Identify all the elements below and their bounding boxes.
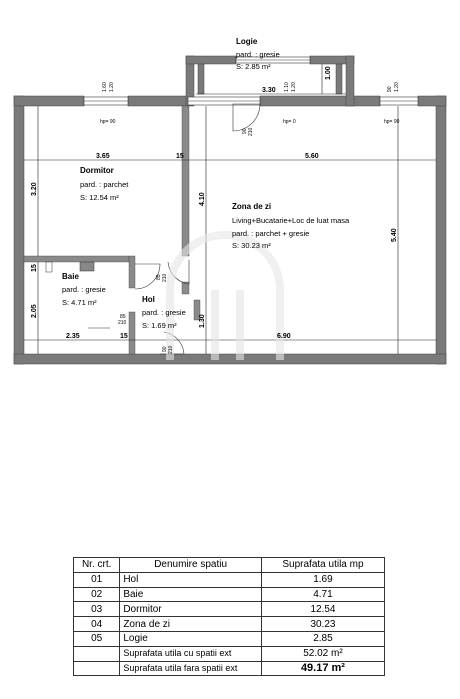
dormitor-area: S: 12.54 m² — [80, 193, 119, 202]
sill-height-3: hp= 90 — [384, 119, 400, 125]
window2-height: 1.20 — [291, 82, 297, 92]
row-nr: 02 — [74, 587, 120, 602]
door-logie-height: 210 — [248, 127, 254, 136]
row-nr: 03 — [74, 602, 120, 617]
dim-3-30: 3.30 — [262, 87, 276, 94]
table-row — [74, 587, 385, 602]
logie-title: Logie — [236, 37, 258, 46]
sum-blank — [74, 661, 120, 676]
row-area: 30.23 — [261, 617, 384, 632]
sill-height-1: hp= 90 — [100, 119, 116, 125]
dim-15-top: 15 — [176, 153, 184, 160]
zona-desc: Living+Bucatarie+Loc de luat masa — [232, 216, 350, 225]
row-name: Logie — [120, 631, 262, 646]
hol-area: S: 1.69 m² — [142, 321, 177, 330]
window3-width: 90 — [387, 86, 393, 92]
row-area: 2.85 — [261, 631, 384, 646]
window3-height: 1.20 — [394, 82, 400, 92]
row-name: Zona de zi — [120, 617, 262, 632]
dim-15-left: 15 — [31, 264, 38, 272]
dim-6-90: 6.90 — [277, 333, 291, 340]
window2-width: 1.10 — [284, 82, 290, 92]
row-nr: 01 — [74, 572, 120, 587]
toilet-fixture — [46, 262, 52, 272]
door-dormitor-width: 85 — [156, 274, 162, 280]
row-area: 4.71 — [261, 587, 384, 602]
dim-4-10: 4.10 — [199, 192, 206, 206]
dim-3-65: 3.65 — [96, 153, 110, 160]
table-row — [74, 617, 385, 632]
header-name: Denumire spatiu — [120, 558, 262, 573]
baie-floor: pard. : gresie — [62, 285, 106, 294]
baie-title: Baie — [62, 272, 79, 281]
dim-1-30: 1.30 — [199, 314, 206, 328]
sum-noext-value: 49.17 m² — [261, 661, 384, 676]
zona-area: S: 30.23 m² — [232, 241, 271, 250]
sink-fixture — [80, 262, 94, 271]
sum-ext-label: Suprafata utila cu spatii ext — [120, 646, 262, 661]
sum-ext-value: 52.02 m² — [261, 646, 384, 661]
dim-2-35: 2.35 — [66, 333, 80, 340]
door-baie-width: 85 — [120, 314, 126, 320]
table-row — [74, 631, 385, 646]
dormitor-floor: pard. : parchet — [80, 180, 129, 189]
door-hol-height: 210 — [168, 345, 174, 354]
zona-title: Zona de zi — [232, 202, 272, 211]
dimension-lines — [24, 64, 436, 354]
row-nr: 04 — [74, 617, 120, 632]
row-name: Dormitor — [120, 602, 262, 617]
table-row — [74, 602, 385, 617]
logie-area: S: 2.85 m² — [236, 62, 271, 71]
sill-height-2: hp= 0 — [283, 119, 296, 125]
window1-width: 1.60 — [102, 82, 108, 92]
sum-row-ext — [74, 646, 385, 661]
area-table — [73, 557, 385, 676]
row-name: Hol — [120, 572, 262, 587]
dormitor-title: Dormitor — [80, 166, 114, 175]
row-area: 1.69 — [261, 572, 384, 587]
table-header — [74, 558, 385, 573]
hol-title: Hol — [142, 295, 155, 304]
sum-row-noext — [74, 661, 385, 676]
baie-area: S: 4.71 m² — [62, 298, 97, 307]
dim-1-00: 1.00 — [325, 66, 332, 80]
watermark-logo — [170, 235, 280, 360]
header-area: Suprafata utila mp — [261, 558, 384, 573]
door-logie-width: 90 — [242, 128, 248, 134]
sum-noext-label: Suprafata utila fara spatii ext — [120, 661, 262, 676]
door-hol-width: 90 — [162, 346, 168, 352]
dim-5-60: 5.60 — [305, 153, 319, 160]
row-name: Baie — [120, 587, 262, 602]
zona-floor: pard. : parchet + gresie — [232, 229, 310, 238]
row-area: 12.54 — [261, 602, 384, 617]
header-nr: Nr. crt. — [74, 558, 120, 573]
hol-floor: pard. : gresie — [142, 308, 186, 317]
logie-floor: pard. : gresie — [236, 50, 280, 59]
door-baie-height: 210 — [118, 320, 127, 326]
window1-height: 1.20 — [109, 82, 115, 92]
dim-3-20: 3.20 — [31, 182, 38, 196]
door-dormitor-height: 210 — [162, 273, 168, 282]
sum-blank — [74, 646, 120, 661]
dim-5-40: 5.40 — [391, 228, 398, 242]
table-row — [74, 572, 385, 587]
row-nr: 05 — [74, 631, 120, 646]
dim-15-bottom: 15 — [120, 333, 128, 340]
dim-2-05: 2.05 — [31, 304, 38, 318]
